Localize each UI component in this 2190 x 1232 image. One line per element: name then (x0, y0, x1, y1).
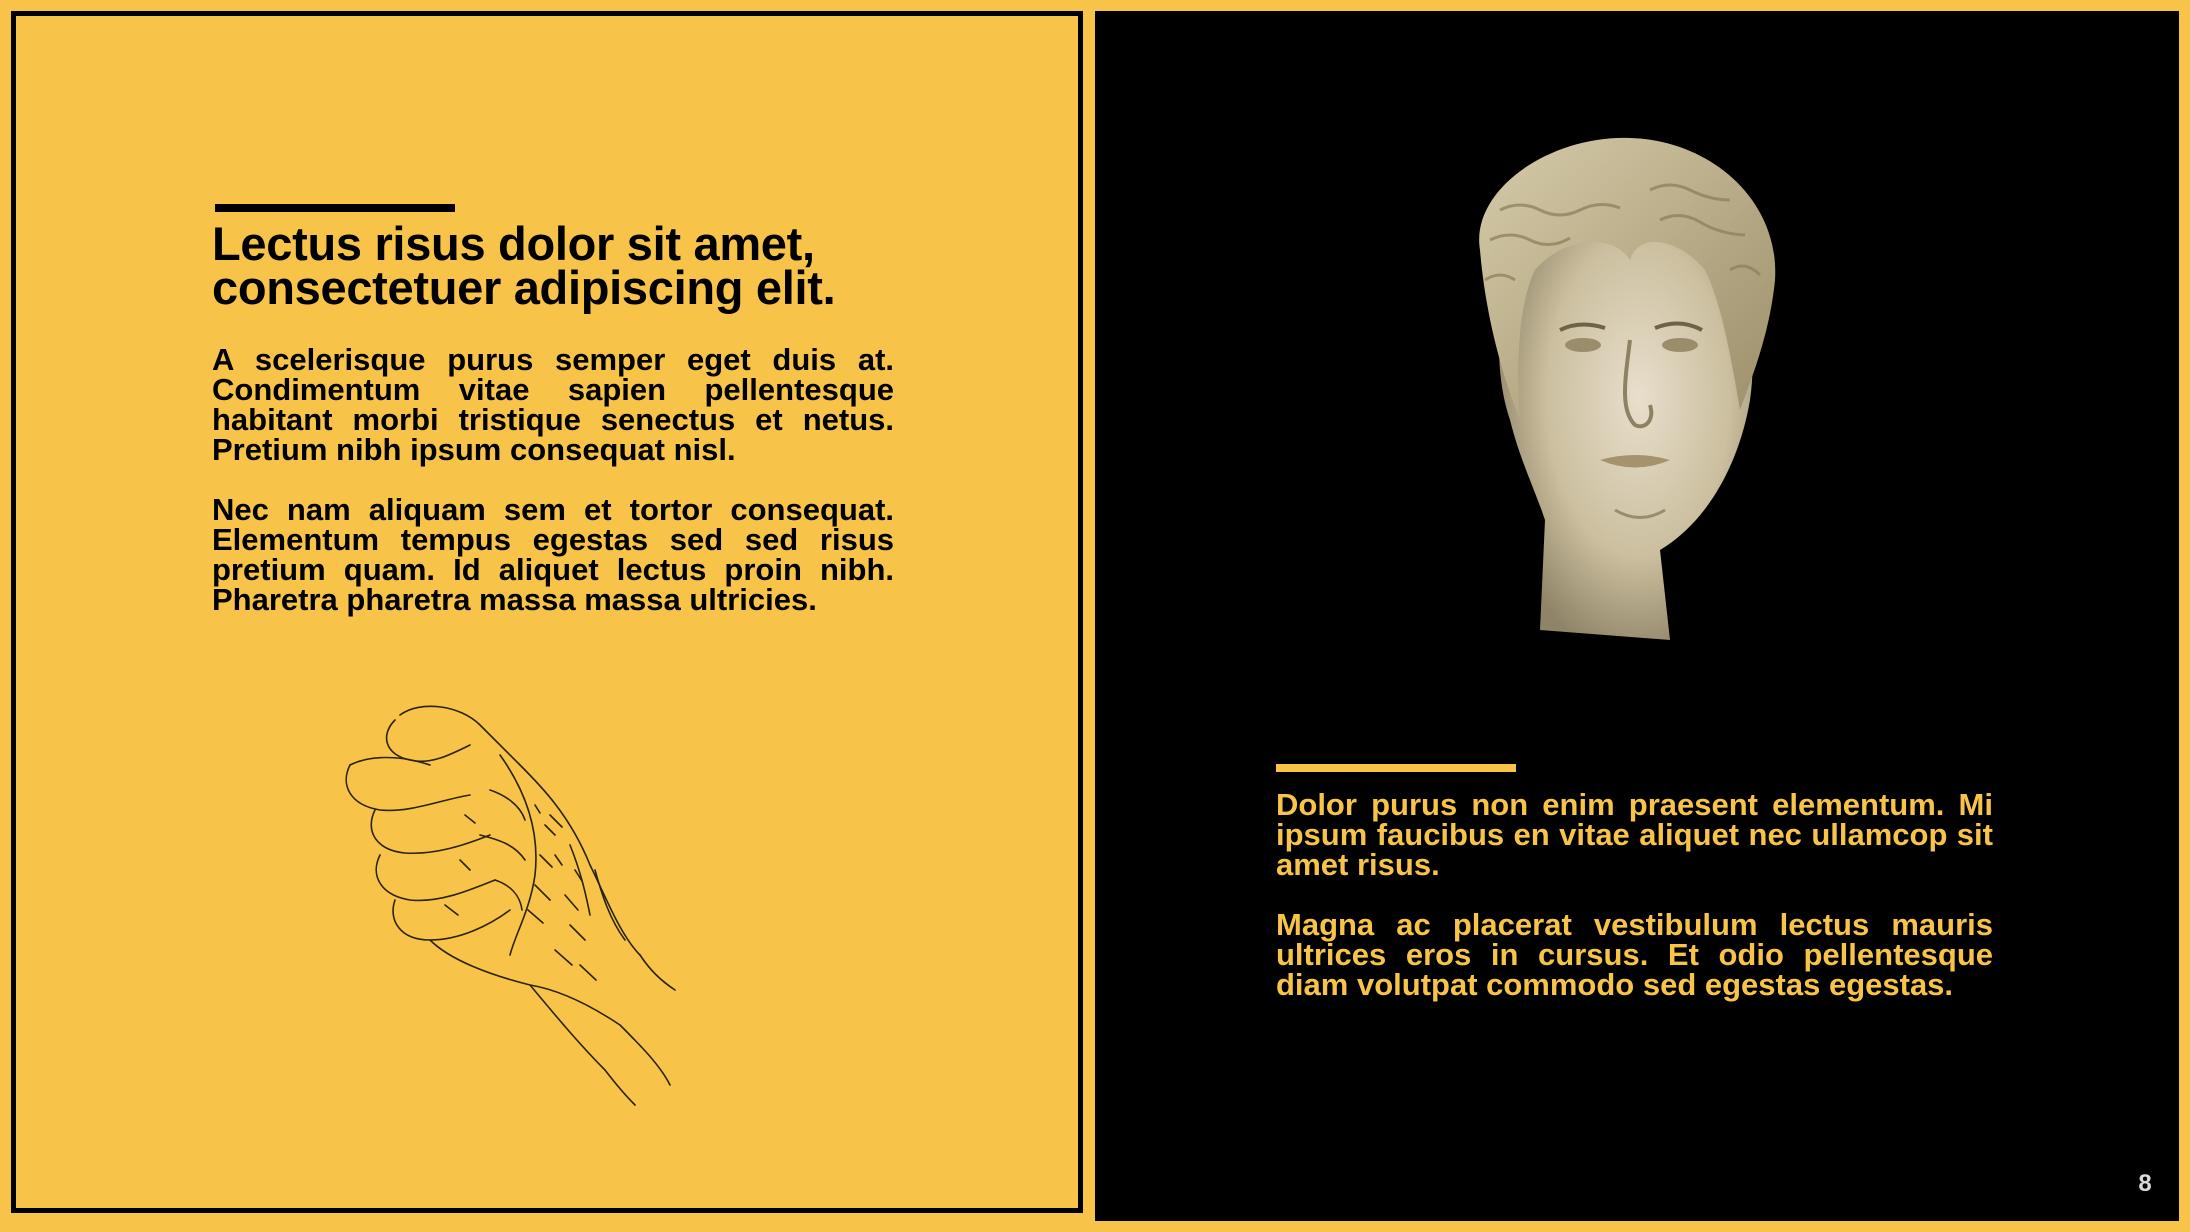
page-title: Lectus risus dolor sit amet, consectetuer adipiscing elit. (212, 217, 836, 314)
left-paragraph-1: A scelerisque purus semper eget duis at. Condimentum vitae sapien pellentesque habitant morbi tristique senectus et netus. Pretium nibh ipsum consequat nisl. (212, 342, 894, 467)
left-paragraph-2: Nec nam aliquam sem et tortor consequat. Elementum tempus egestas sed sed risus pretium quam. Id aliquet lectus proin nibh. Pharetra pharetra massa massa ultricies. (212, 492, 894, 617)
right-paragraph-1: Dolor purus non enim praesent elementum. Mi ipsum faucibus en vitae aliquet nec ullamcop sit amet risus. (1276, 787, 1993, 882)
page-number: 8 (2138, 1170, 2152, 1197)
accent-rule (1276, 764, 1516, 772)
heading-rule (215, 204, 455, 212)
right-paragraph-2: Magna ac placerat vestibulum lectus mauris ultrices eros in cursus. Et odio pellentesque diam volutpat commodo sed egestas egestas. (1276, 907, 1993, 1002)
marble-statue-head-image (1440, 130, 1810, 650)
hand-sketch-illustration (340, 695, 760, 1115)
